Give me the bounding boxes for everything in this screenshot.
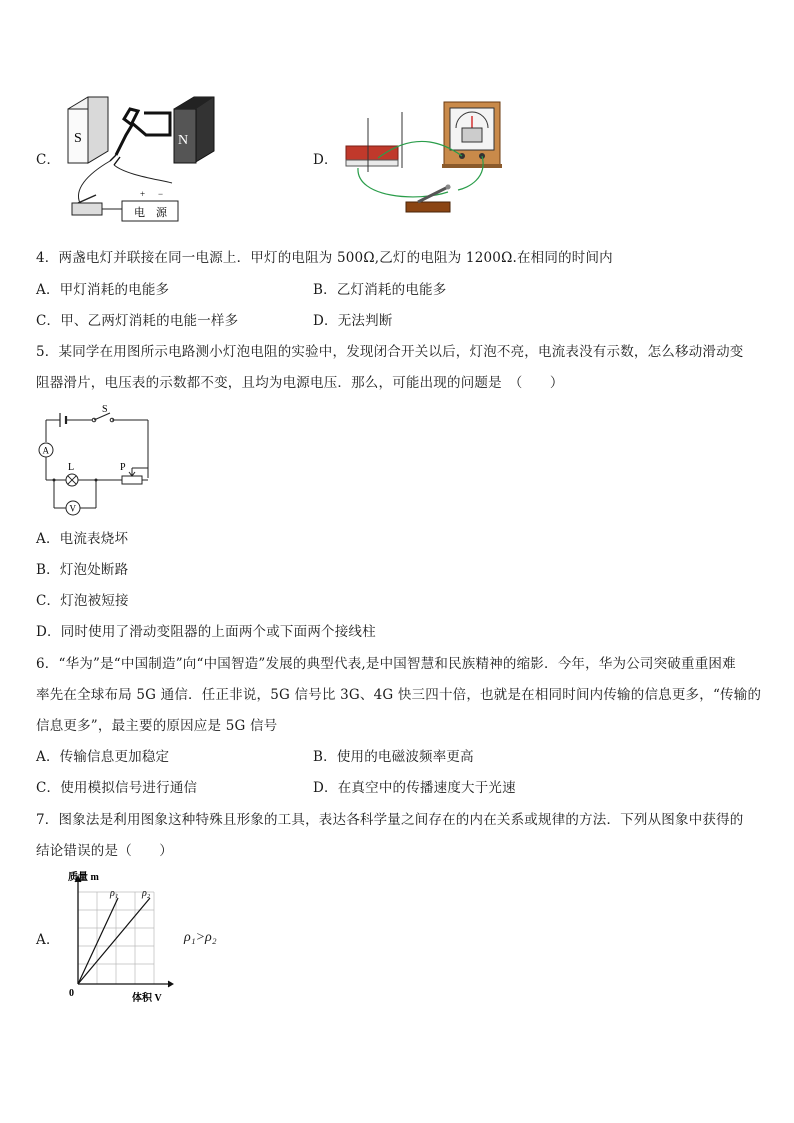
ammeter-a-label: A	[42, 445, 49, 456]
power-plus: +	[140, 189, 146, 199]
q6-option-a: A．传输信息更加稳定	[36, 749, 170, 765]
q6-option-b: B．使用的电磁波频率更高	[313, 749, 474, 765]
power-minus: −	[158, 189, 164, 199]
magnet-n-label: N	[178, 133, 189, 148]
q5-circuit-diagram	[36, 400, 156, 520]
line-rho1	[78, 898, 118, 984]
q4-stem: 4．两盏电灯并联接在同一电源上．甲灯的电阻为 500Ω,乙灯的电阻为 1200Ω.在相同的时间内	[36, 250, 613, 266]
q5-stem-line1: 5．某同学在用图所示电路测小灯泡电阻的实验中，发现闭合开关以后，灯泡不亮，电流表没有示数，怎么移动滑动变	[36, 344, 744, 360]
q4-option-d: D．无法判断	[313, 313, 393, 329]
line-rho1-label: ρ₁	[110, 888, 119, 899]
q4-option-a: A．甲灯消耗的电能多	[36, 282, 170, 298]
density-graph	[60, 866, 190, 1006]
lamp-l-label: L	[68, 462, 75, 473]
magnet-coil-figure	[66, 95, 216, 225]
magnet-s-label: S	[74, 131, 82, 146]
q6-option-c: C．使用模拟信号进行通信	[36, 780, 198, 796]
option-d-label: D．	[313, 152, 338, 168]
q6-stem-line1: 6．“华为”是“中国制造”向“中国智造”发展的典型代表,是中国智慧和民族精神的缩影．今年，华为公司突破重重困难	[36, 656, 736, 672]
line-rho2-label: ρ₂	[142, 888, 151, 899]
x-axis-label: 体积 V	[132, 993, 162, 1004]
voltmeter-v-label: V	[69, 503, 76, 514]
q6-option-d: D．在真空中的传播速度大于光速	[313, 780, 516, 796]
switch-s-label: S	[102, 404, 108, 415]
q4-option-c: C．甲、乙两灯消耗的电能一样多	[36, 313, 239, 329]
q7-option-a-conclusion: ρ₁>ρ₂	[184, 930, 217, 945]
line-rho2	[78, 898, 150, 984]
q5-stem-line2: 阻器滑片，电压表的示数都不变，且均为电源电压．那么，可能出现的问题是 （ ）	[36, 375, 564, 391]
slider-p-label: P	[120, 462, 126, 473]
y-axis-label: 质量 m	[68, 872, 99, 883]
q5-option-a: A．电流表烧坏	[36, 531, 129, 547]
q5-option-c: C．灯泡被短接	[36, 593, 129, 609]
q5-option-d: D．同时使用了滑动变阻器的上面两个或下面两个接线柱	[36, 624, 376, 640]
option-c-label: C．	[36, 152, 61, 168]
q6-stem-line2: 率先在全球布局 5G 通信．任正非说，5G 信号比 3G、4G 快三四十倍，也就是在相同时间内传输的信息更多，“传输的	[36, 687, 762, 703]
galvanometer-figure	[338, 98, 508, 220]
origin-label: 0	[69, 988, 74, 999]
q7-option-a-label: A．	[36, 932, 60, 948]
power-supply-label: 电 源	[134, 207, 167, 219]
q6-stem-line3: 信息更多”，最主要的原因应是 5G 信号	[36, 718, 278, 734]
q4-option-b: B．乙灯消耗的电能多	[313, 282, 447, 298]
q5-option-b: B．灯泡处断路	[36, 562, 129, 578]
q7-stem-line2: 结论错误的是（ ）	[36, 843, 173, 859]
q7-stem-line1: 7．图象法是利用图象这种特殊且形象的工具，表达各科学量之间存在的内在关系或规律的方法．下列从图象中获得的	[36, 812, 744, 828]
